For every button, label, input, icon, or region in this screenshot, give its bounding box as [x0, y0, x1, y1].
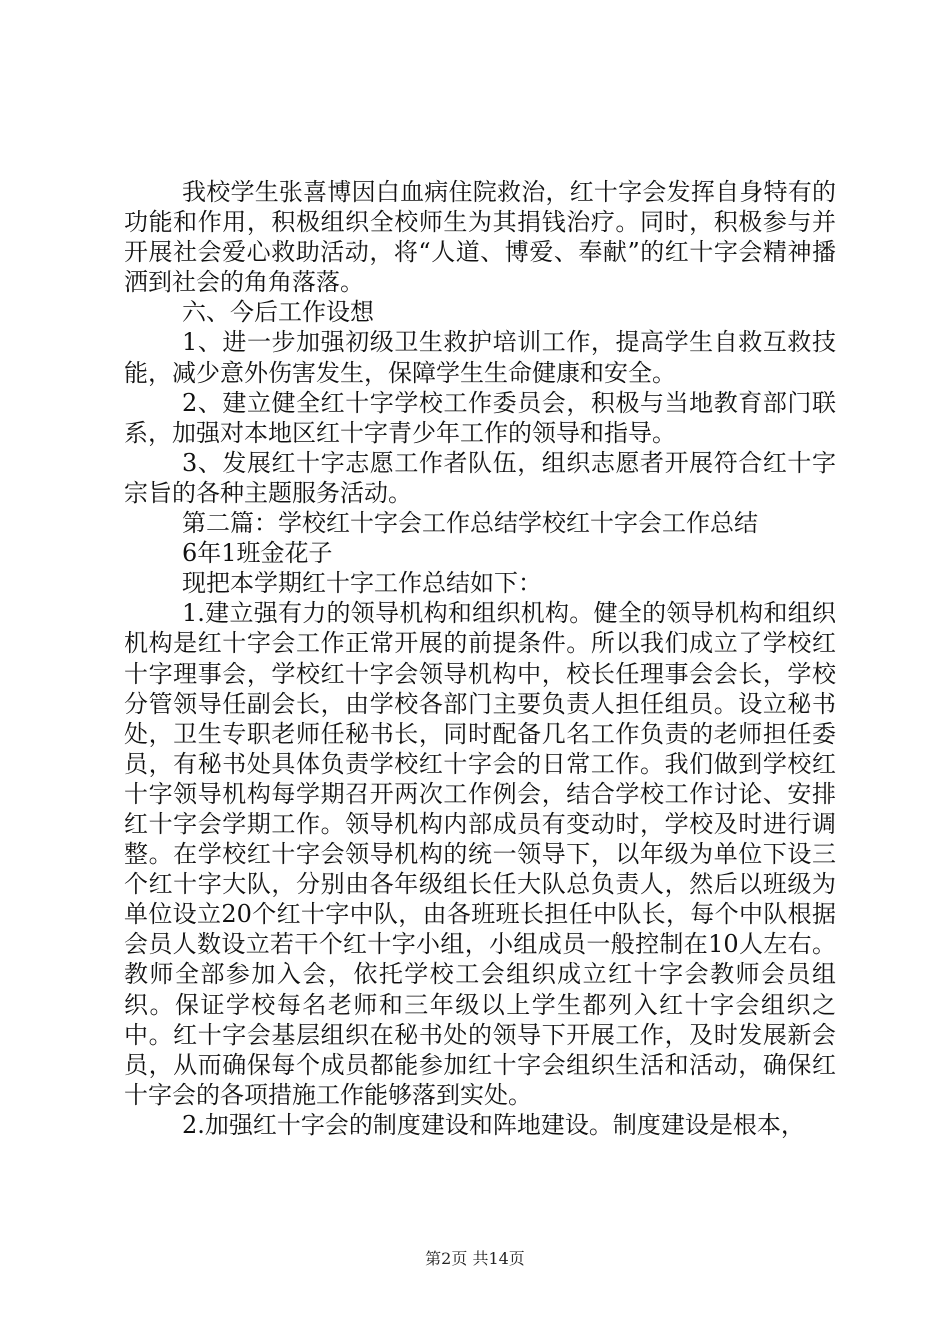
plan-item-2: 2、建立健全红十字学校工作委员会，积极与当地教育部门联系，加强对本地区红十字青少年工作的领导和指导。	[124, 388, 836, 447]
summary-intro: 现把本学期红十字工作总结如下：	[182, 569, 542, 598]
paragraph-fundraising: 我校学生张喜博因白血病住院救治，红十字会发挥自身特有的功能和作用，积极组织全校师生为其捐钱治疗。同时，积极参与并开展社会爱心救助活动，将“人道、博爱、奉献”的红十字会精神播洒到社会的角角落落。	[124, 178, 836, 297]
section-heading-future-plans: 六、今后工作设想	[182, 298, 374, 327]
plan-item-1: 1、进一步加强初级卫生救护培训工作，提高学生自救互救技能，减少意外伤害发生，保障学生生命健康和安全。	[124, 328, 836, 387]
document-body	[124, 177, 836, 1140]
plan-item-3: 3、发展红十字志愿工作者队伍，组织志愿者开展符合红十字宗旨的各种主题服务活动。	[124, 448, 836, 507]
paragraph-institution: 2.加强红十字会的制度建设和阵地建设。制度建设是根本，	[182, 1110, 805, 1139]
author-line: 6年1班金花子	[182, 539, 333, 568]
part-two-title: 第二篇：学校红十字会工作总结学校红十字会工作总结	[182, 509, 758, 538]
paragraph-organization: 1.建立强有力的领导机构和组织机构。健全的领导机构和组织机构是红十字会工作正常开展的前提条件。所以我们成立了学校红十字理事会，学校红十字会领导机构中，校长任理事会会长，学校分管领导任副会长，由学校各部门主要负责人担任组员。设立秘书处，卫生专职老师任秘书长，同时配备几名工作负责的老师担任委员，有秘书处具体负责学校红十字会的日常工作。我们做到学校红十字领导机构每学期召开两次工作例会，结合学校工作讨论、安排红十字会学期工作。领导机构内部成员有变动时，学校及时进行调整。在学校红十字会领导机构的统一领导下，以年级为单位下设三个红十字大队，分别由各年级组长任大队总负责人，然后以班级为单位设立20个红十字中队，由各班班长担任中队长，每个中队根据会员人数设立若干个红十字小组，小组成员一般控制在10人左右。教师全部参加入会，依托学校工会组织成立红十字会教师会员组织。保证学校每名老师和三年级以上学生都列入红十字会组织之中。红十字会基层组织在秘书处的领导下开展工作，及时发展新会员，从而确保每个成员都能参加红十字会组织生活和活动，确保红十字会的各项措施工作能够落到实处。	[124, 599, 836, 1109]
page-number-footer: 第2页 共14页	[425, 1249, 525, 1268]
